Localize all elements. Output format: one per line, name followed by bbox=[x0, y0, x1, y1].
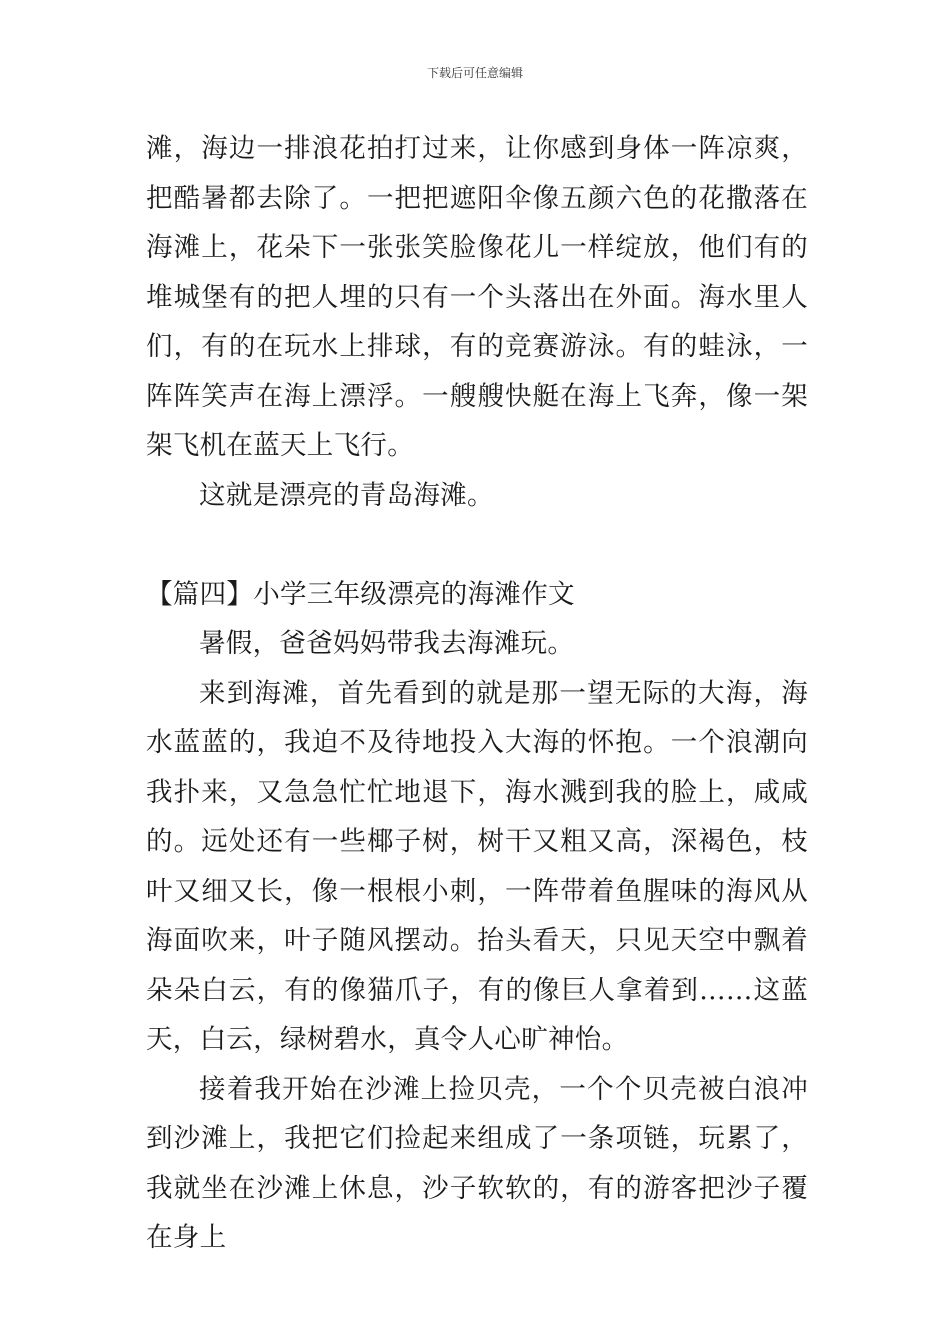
document-body bbox=[146, 124, 808, 1263]
page-header: 下载后可任意编辑 bbox=[426, 66, 523, 80]
paragraph-conclusion: 这就是漂亮的青岛海滩。 bbox=[199, 479, 494, 511]
paragraph-shells: 接着我开始在沙滩上捡贝壳，一个个贝壳被白浪冲到沙滩上，我把它们捡起来组成了一条项链，玩累了，我就坐在沙滩上休息，沙子软软的，有的游客把沙子覆在身上 bbox=[146, 1073, 808, 1253]
section-spacer bbox=[146, 520, 808, 570]
paragraph-sea: 来到海滩，首先看到的就是那一望无际的大海，海水蓝蓝的，我迫不及待地投入大海的怀抱。一个浪潮向我扑来，又急急忙忙地退下，海水溅到我的脸上，咸咸的。远处还有一些椰子树，树干又粗又高，深褐色，枝叶又细又长，像一根根小刺，一阵带着鱼腥味的海风从海面吹来，叶子随风摆动。抬头看天，只见天空中飘着朵朵白云，有的像猫爪子，有的像巨人拿着到……这蓝天，白云，绿树碧水，真令人心旷神怡。 bbox=[146, 677, 808, 1055]
paragraph-intro: 暑假，爸爸妈妈带我去海滩玩。 bbox=[199, 628, 575, 659]
section-heading: 【篇四】小学三年级漂亮的海滩作文 bbox=[146, 578, 575, 610]
paragraph-continued: 滩，海边一排浪花拍打过来，让你感到身体一阵凉爽，把酷暑都去除了。一把把遮阳伞像五颜六色的花撒落在海滩上，花朵下一张张笑脸像花儿一样绽放，他们有的堆城堡有的把人埋的只有一个头落出在外面。海水里人们，有的在玩水上排球，有的竞赛游泳。有的蛙泳，一阵阵笑声在海上漂浮。一艘艘快艇在海上飞奔，像一架架飞机在蓝天上飞行。 bbox=[146, 133, 808, 461]
